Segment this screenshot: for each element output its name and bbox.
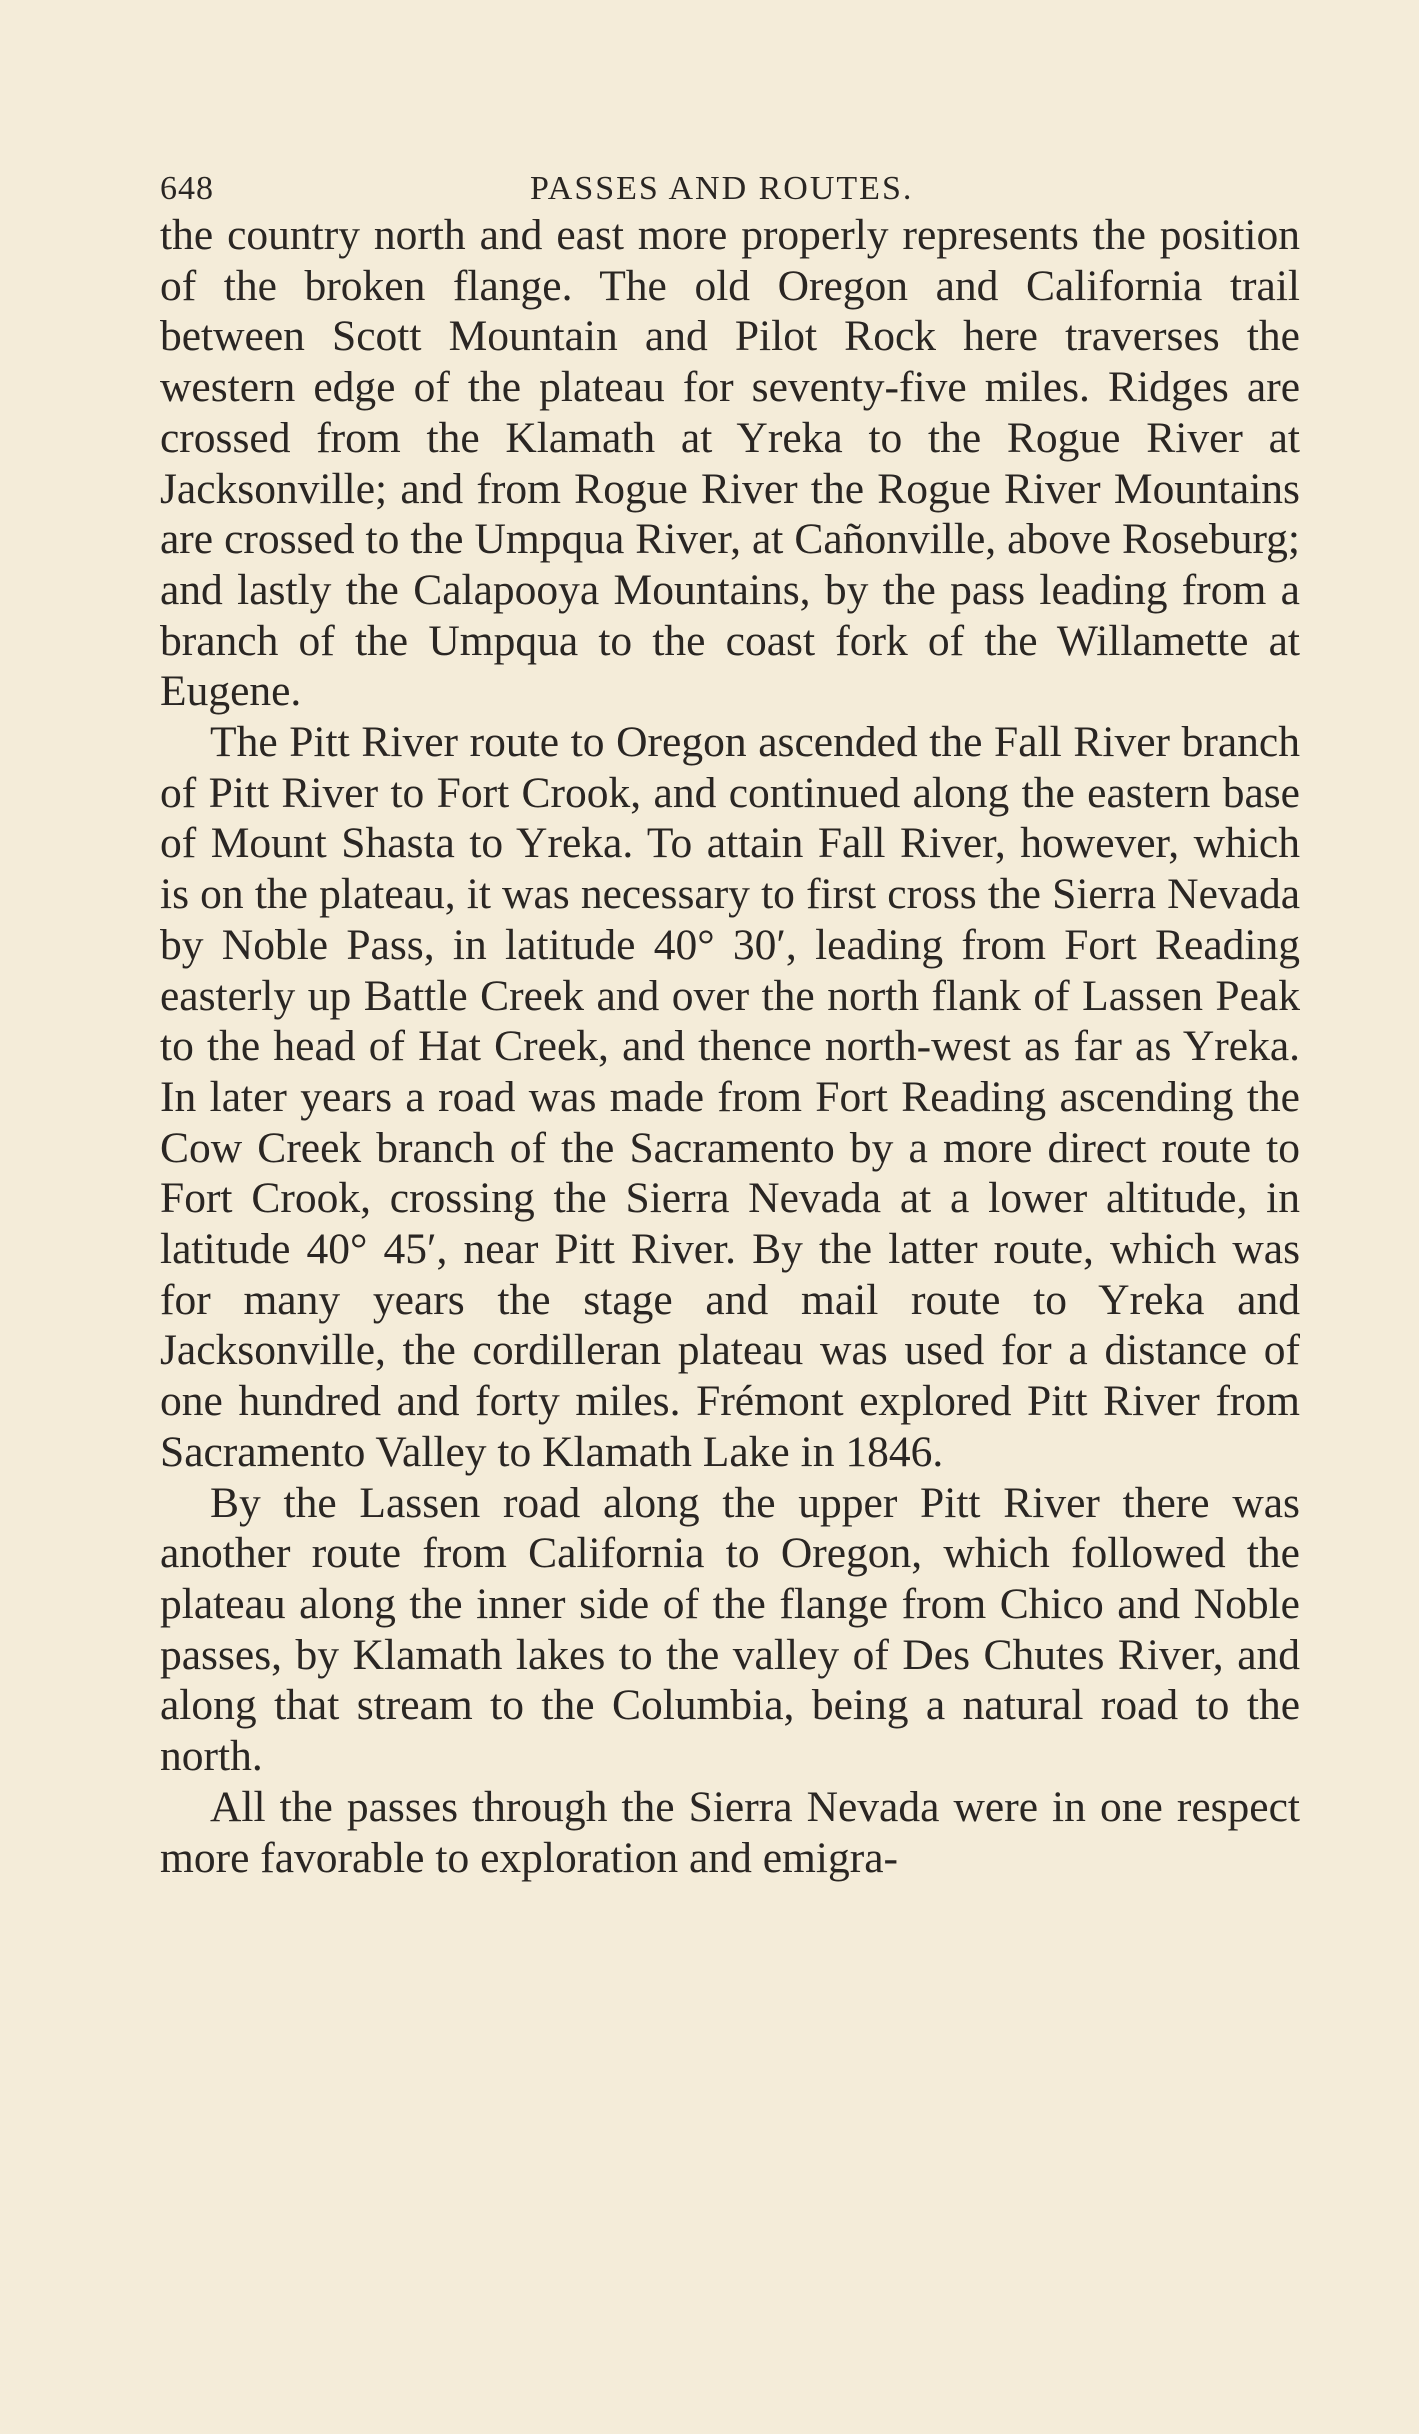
book-page xyxy=(160,160,1300,1883)
paragraph-continued: the country north and east more properly represents the position of the broken flange. The old Oregon and California trail between Scott Mountain and Pilot Rock here traverses the western edge of the plateau for seventy-five miles. Ridges are crossed from the Klamath at Yreka to the Rogue River at Jacksonville; and from Rogue River the Rogue River Mountains are crossed to the Umpqua River, at Cañonville, above Roseburg; and lastly the Calapooya Mountains, by the pass leading from a branch of the Umpqua to the coast fork of the Willamette at Eugene. xyxy=(160,211,1300,716)
paragraph-pitt-river-route: The Pitt River route to Oregon ascended the Fall River branch of Pitt River to Fort Crook, and continued along the eastern base of Mount Shasta to Yreka. To attain Fall River, however, which is on the plateau, it was necessary to first cross the Sierra Nevada by Noble Pass, in latitude 40° 30′, leading from Fort Reading easterly up Battle Creek and over the north flank of Lassen Peak to the head of Hat Creek, and thence north-west as far as Yreka. In later years a road was made from Fort Reading ascending the Cow Creek branch of the Sacramento by a more direct route to Fort Crook, crossing the Sierra Nevada at a lower altitude, in latitude 40° 45′, near Pitt River. By the latter route, which was for many years the stage and mail route to Yreka and Jacksonville, the cordilleran plateau was used for a distance of one hundred and forty miles. Frémont explored Pitt River from Sacramento Valley to Klamath Lake in 1846. xyxy=(160,718,1300,1476)
paragraph-sierra-passes: All the passes through the Sierra Nevada were in one respect more favorable to exploration and emigra- xyxy=(160,1782,1300,1882)
page-number: 648 xyxy=(160,170,214,207)
running-head: PASSES AND ROUTES. xyxy=(530,170,914,207)
body-text xyxy=(160,210,1300,1883)
page-header xyxy=(160,160,1300,210)
paragraph-lassen-road: By the Lassen road along the upper Pitt River there was another route from California to Oregon, which followed the plateau along the inner side of the flange from Chico and Noble passes, by Klamath lakes to the valley of Des Chutes River, and along that stream to the Columbia, being a natural road to the north. xyxy=(160,1478,1300,1781)
